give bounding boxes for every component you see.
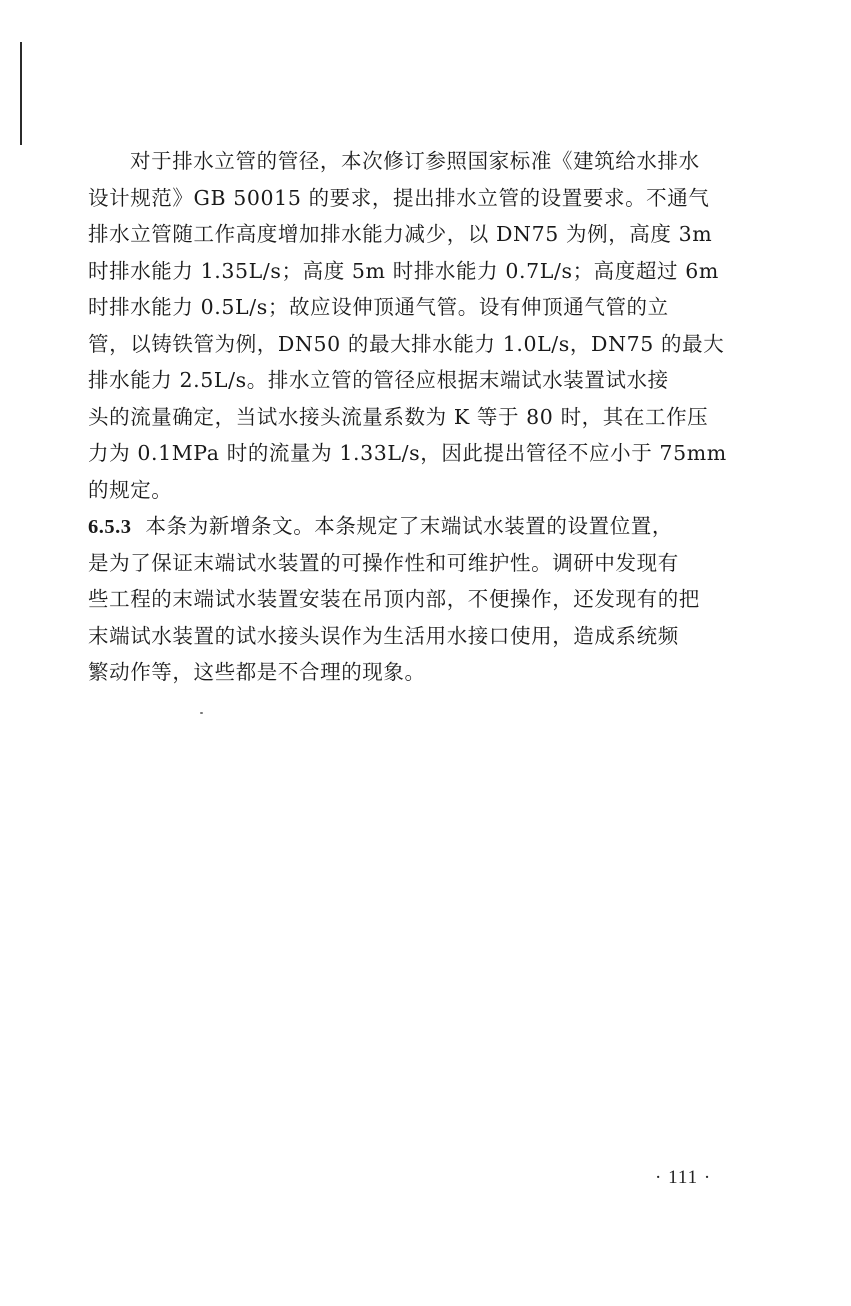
text-line: 时排水能力 0.5L/s；故应设伸顶通气管。设有伸顶通气管的立 — [88, 295, 669, 319]
text-line: 些工程的末端试水装置安装在吊顶内部，不便操作，还发现有的把 — [88, 587, 700, 611]
clause-line — [88, 508, 752, 545]
binding-edge-mark — [20, 42, 22, 145]
text-line: 对于排水立管的管径，本次修订参照国家标准《建筑给水排水 — [130, 149, 700, 173]
text-line: 的规定。 — [88, 477, 173, 502]
text-line: 排水立管随工作高度增加排水能力减少，以 DN75 为例，高度 3m — [88, 222, 713, 246]
text-line: 力为 0.1MPa 时的流量为 1.33L/s，因此提出管径不应小于 75mm — [88, 441, 727, 465]
text-line: 末端试水装置的试水接头误作为生活用水接口使用，造成系统频 — [88, 623, 679, 648]
text-line: 本条为新增条文。本条规定了末端试水装置的设置位置， — [145, 514, 673, 538]
text-line: 时排水能力 1.35L/s；高度 5m 时排水能力 0.7L/s；高度超过 6m — [88, 258, 719, 283]
clause-number: 6.5.3 — [88, 516, 132, 538]
scan-speck — [200, 712, 203, 714]
text-line: 排水能力 2.5L/s。排水立管的管径应根据末端试水装置试水接 — [88, 368, 669, 392]
text-line: 设计规范》GB 50015 的要求，提出排水立管的设置要求。不通气 — [88, 185, 710, 210]
page-number: · 111 · — [655, 1167, 712, 1188]
text-line: 是为了保证末端试水装置的可操作性和可维护性。调研中发现有 — [88, 550, 679, 575]
page-body — [88, 143, 752, 691]
text-line: 繁动作等，这些都是不合理的现象。 — [88, 660, 426, 684]
text-line: 管，以铸铁管为例，DN50 的最大排水能力 1.0L/s，DN75 的最大 — [88, 331, 725, 356]
text-line: 头的流量确定，当试水接头流量系数为 K 等于 80 时，其在工作压 — [88, 404, 709, 429]
